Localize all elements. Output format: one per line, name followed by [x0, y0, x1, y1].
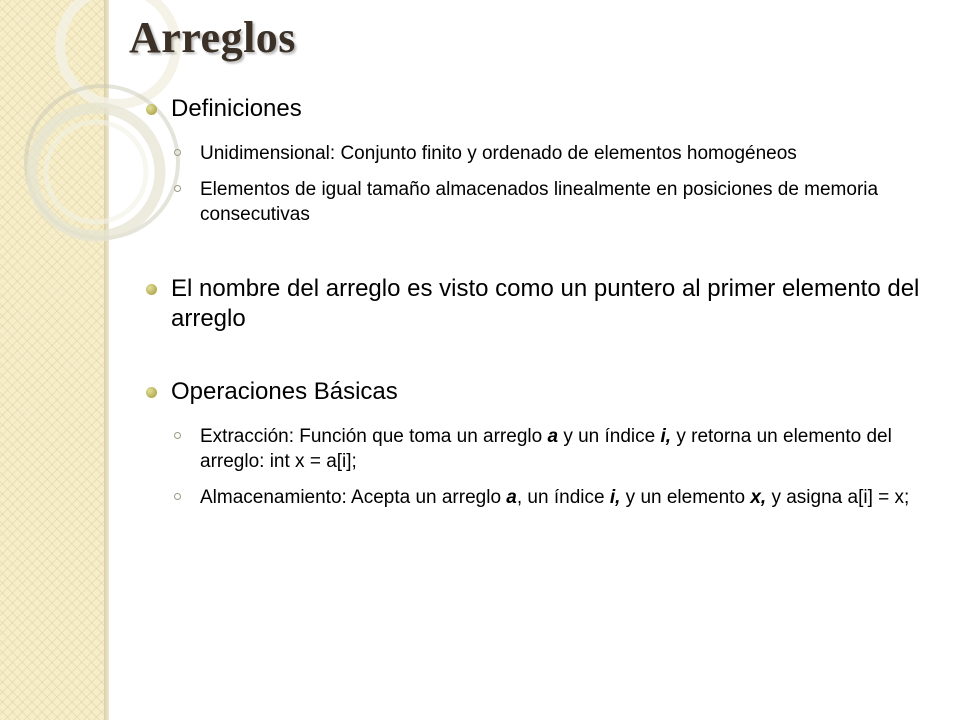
almacenamiento-var-i: i,	[609, 487, 621, 508]
sub-bullet-almacenamiento	[171, 485, 946, 510]
sub-bullet-memoria: Elementos de igual tamaño almacenados linealmente en posiciones de memoria consecutivas	[171, 177, 946, 227]
extraccion-text-3: y retorna un elemento del arreglo: int x = a[i];	[200, 426, 892, 472]
almacenamiento-text-3: y un elemento	[620, 487, 751, 508]
sub-bullet-extraccion	[171, 424, 946, 474]
almacenamiento-var-x: x,	[750, 487, 767, 508]
slide-title: Arreglos	[129, 13, 296, 62]
extraccion-text-2: y un índice	[558, 426, 661, 447]
bullet-definiciones: Definiciones	[146, 94, 946, 124]
bullet-operaciones: Operaciones Básicas	[146, 377, 946, 407]
almacenamiento-text-2: , un índice	[516, 487, 610, 508]
extraccion-text-1: Extracción: Función que toma un arreglo	[200, 426, 548, 447]
extraccion-var-i: i,	[660, 426, 672, 447]
extraccion-var-a: a	[547, 426, 559, 447]
slide-content	[146, 94, 946, 510]
almacenamiento-text-1: Almacenamiento: Acepta un arreglo	[200, 487, 507, 508]
bullet-nombre-puntero: El nombre del arreglo es visto como un puntero al primer elemento del arreglo	[146, 274, 946, 334]
sub-bullet-unidimensional: Unidimensional: Conjunto finito y ordenado de elementos homogéneos	[171, 141, 946, 166]
almacenamiento-var-a: a	[506, 487, 517, 508]
almacenamiento-text-4: y asigna a[i] = x;	[766, 487, 910, 508]
